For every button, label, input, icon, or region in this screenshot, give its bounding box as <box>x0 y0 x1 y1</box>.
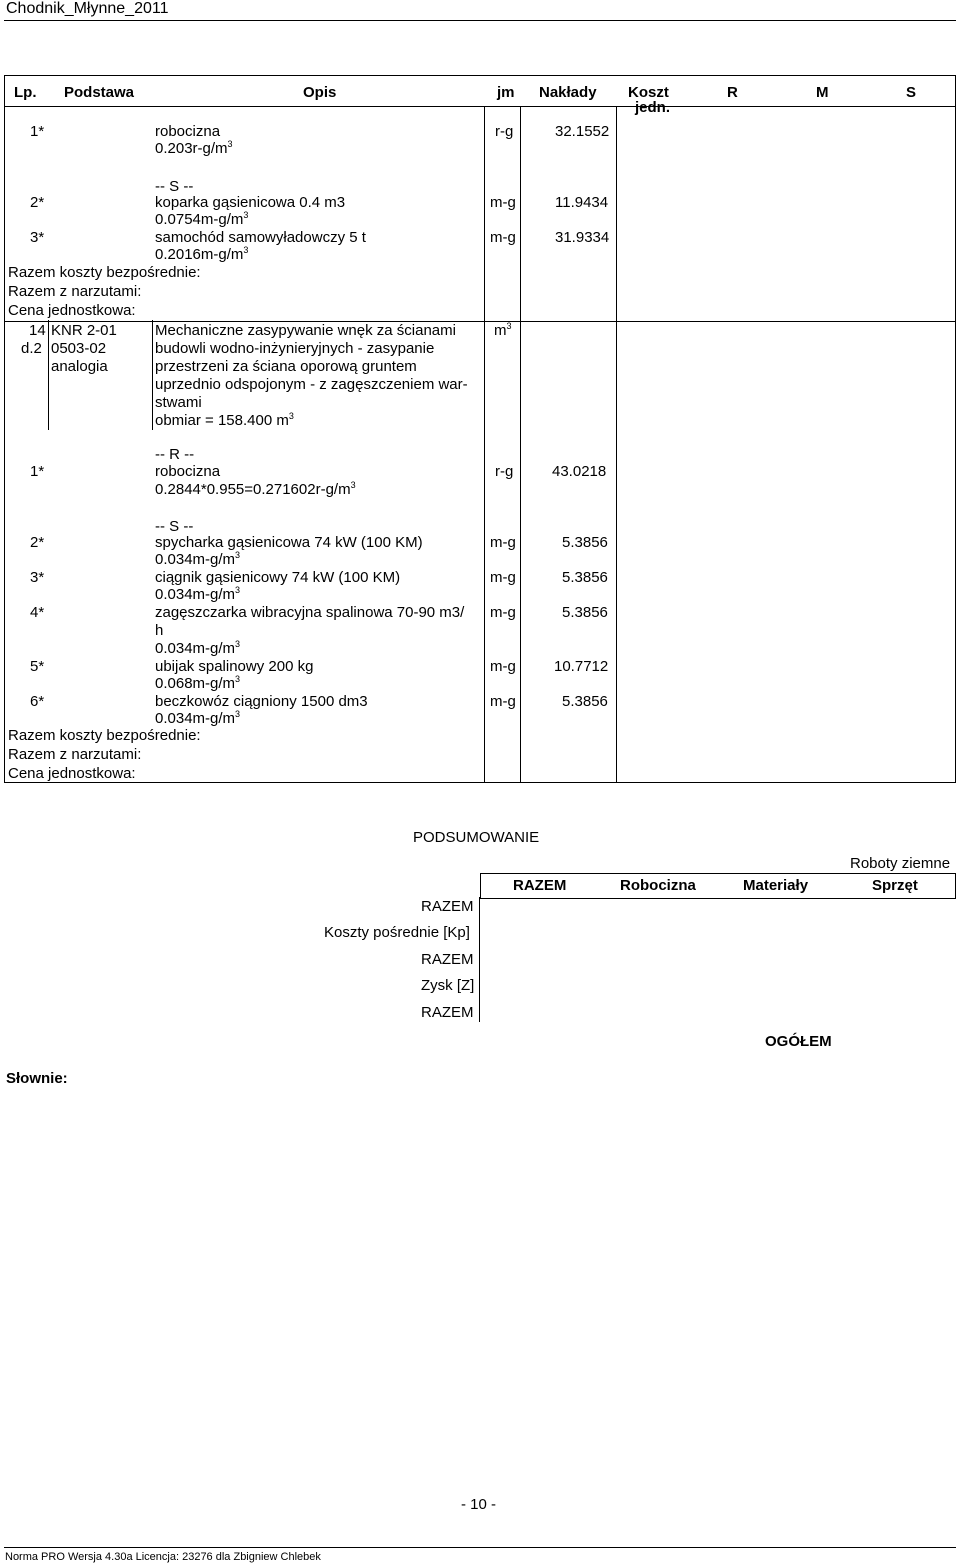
col-header-m: M <box>816 84 829 101</box>
summary-title: PODSUMOWANIE <box>413 829 540 846</box>
col-header-lp: Lp. <box>14 84 37 101</box>
col-header-s: S <box>906 84 917 101</box>
row-lp: 5* <box>30 658 45 675</box>
row-value: 11.9434 <box>555 194 609 211</box>
basis-number: 0503-02 <box>51 340 107 357</box>
row-name: robocizna <box>155 463 221 480</box>
position-description: budowli wodno-inżynieryjnych - zasypanie <box>155 340 435 357</box>
row-name: ciągnik gąsienicowy 74 kW (100 KM) <box>155 569 401 586</box>
row-lp: 1* <box>30 123 45 140</box>
summary-col-materialy: Materiały <box>743 877 809 894</box>
row-value: 31.9334 <box>555 229 610 246</box>
row-norm: $0.2016m-g/m^3$ <box>155 245 249 263</box>
markup-total-label: Razem z narzutami: <box>8 746 142 763</box>
row-name: spycharka gąsienicowa 74 kW (100 KM) <box>155 534 423 551</box>
summary-section-name: Roboty ziemne <box>850 855 951 872</box>
position-measure: obmiar = 158.400 $m^3$ <box>155 411 294 429</box>
row-lp: 6* <box>30 693 45 710</box>
row-lp: 2* <box>30 534 45 551</box>
col-divider-jm <box>520 106 521 782</box>
basis-note: analogia <box>51 358 108 375</box>
summary-row-indirect: Koszty pośrednie [Kp] <box>324 924 470 941</box>
row-name: ubijak spalinowy 200 kg <box>155 658 314 675</box>
col-header-koszt: Koszt <box>628 84 669 101</box>
row-norm: $0.034m-g/m^3$ <box>155 550 241 568</box>
summary-col-sprzet: Sprzęt <box>872 877 918 894</box>
page-number: - 10 - <box>461 1496 497 1513</box>
summary-row-razem: RAZEM <box>421 951 474 968</box>
row-value: 10.7712 <box>554 658 609 675</box>
summary-row-razem: RAZEM <box>421 898 474 915</box>
col-header-r: R <box>727 84 738 101</box>
row-value: 5.3856 <box>562 693 608 710</box>
unit-price-label: Cena jednostkowa: <box>8 765 136 782</box>
unit-price-label: Cena jednostkowa: <box>8 302 136 319</box>
header-rule <box>4 20 956 21</box>
row-name: koparka gąsienicowa 0.4 m3 <box>155 194 346 211</box>
row-jm: m-g <box>490 604 516 621</box>
document-title: Chodnik_Młynne_2011 <box>6 0 169 17</box>
row-name-cont: h <box>155 622 164 639</box>
row-norm: $0.2844*0.955=0.271602r-g/m^3$ <box>155 480 356 498</box>
row-lp: 3* <box>30 569 45 586</box>
row-jm: m-g <box>490 229 516 246</box>
row-norm: $0.0754m-g/m^3$ <box>155 210 249 228</box>
position-number: 14 <box>29 322 46 339</box>
row-name: samochód samowyładowczy 5 t <box>155 229 366 246</box>
position-divider <box>4 321 956 322</box>
row-norm: $0.068m-g/m^3$ <box>155 674 241 692</box>
row-jm: m-g <box>490 693 516 710</box>
section-header-r: -- R -- <box>155 446 195 463</box>
col-header-naklady: Nakłady <box>539 84 597 101</box>
markup-total-label: Razem z narzutami: <box>8 283 142 300</box>
row-name: beczkowóz ciągniony 1500 dm3 <box>155 693 368 710</box>
col-header-opis: Opis <box>303 84 337 101</box>
col-divider-podstawa <box>152 320 153 430</box>
row-jm: m-g <box>490 194 516 211</box>
row-value: 5.3856 <box>562 534 608 551</box>
footer-license: Norma PRO Wersja 4.30a Licencja: 23276 dla Zbigniew Chlebek <box>5 1551 321 1563</box>
col-divider-lp <box>48 320 49 430</box>
col-divider-opis <box>484 106 485 782</box>
row-name: zagęszczarka wibracyjna spalinowa 70-90 m3/ <box>155 604 465 621</box>
row-lp: 2* <box>30 194 45 211</box>
position-description: uprzednio odspojonym - z zagęszczeniem war- <box>155 376 468 393</box>
position-description: przestrzeni za ściana oporową gruntem <box>155 358 417 375</box>
row-lp: 4* <box>30 604 45 621</box>
row-norm: $0.034m-g/m^3$ <box>155 639 241 657</box>
direct-costs-label: Razem koszty bezpośrednie: <box>8 727 201 744</box>
row-jm: r-g <box>495 463 514 480</box>
cost-table <box>4 75 956 783</box>
col-header-koszt-jedn: jedn. <box>635 99 671 116</box>
amount-in-words-label: Słownie: <box>6 1070 68 1087</box>
summary-row-profit: Zysk [Z] <box>421 977 475 994</box>
summary-divider <box>479 897 480 1022</box>
position-description: stwami <box>155 394 202 411</box>
direct-costs-label: Razem koszty bezpośrednie: <box>8 264 201 281</box>
col-header-podstawa: Podstawa <box>64 84 135 101</box>
row-value: 5.3856 <box>562 604 608 621</box>
table-header-divider <box>4 106 956 107</box>
summary-row-razem: RAZEM <box>421 1004 474 1021</box>
row-value: 32.1552 <box>555 123 610 140</box>
row-norm: $0.034m-g/m^3$ <box>155 709 241 727</box>
summary-grand-total: OGÓŁEM <box>765 1033 832 1050</box>
position-description: Mechaniczne zasypywanie wnęk za ścianami <box>155 322 456 339</box>
section-header-s: -- S -- <box>155 178 194 195</box>
row-value: 5.3856 <box>562 569 608 586</box>
col-header-jm: jm <box>497 84 515 101</box>
row-jm: m-g <box>490 569 516 586</box>
row-value: 43.0218 <box>552 463 607 480</box>
row-norm: $0.034m-g/m^3$ <box>155 585 241 603</box>
footer-rule <box>4 1547 956 1548</box>
row-jm: m-g <box>490 534 516 551</box>
row-lp: 3* <box>30 229 45 246</box>
row-jm: m-g <box>490 658 516 675</box>
section-header-s: -- S -- <box>155 518 194 535</box>
row-norm: $0.203r-g/m^3$ <box>155 139 233 157</box>
row-name: robocizna <box>155 123 221 140</box>
summary-col-razem: RAZEM <box>513 877 567 894</box>
row-lp: 1* <box>30 463 45 480</box>
position-unit: $m^3$ <box>494 321 512 339</box>
col-divider-naklady <box>616 106 617 782</box>
summary-col-robocizna: Robocizna <box>620 877 696 894</box>
basis-code: KNR 2-01 <box>51 322 117 339</box>
row-jm: r-g <box>495 123 514 140</box>
position-number-sub: d.2 <box>21 340 42 357</box>
